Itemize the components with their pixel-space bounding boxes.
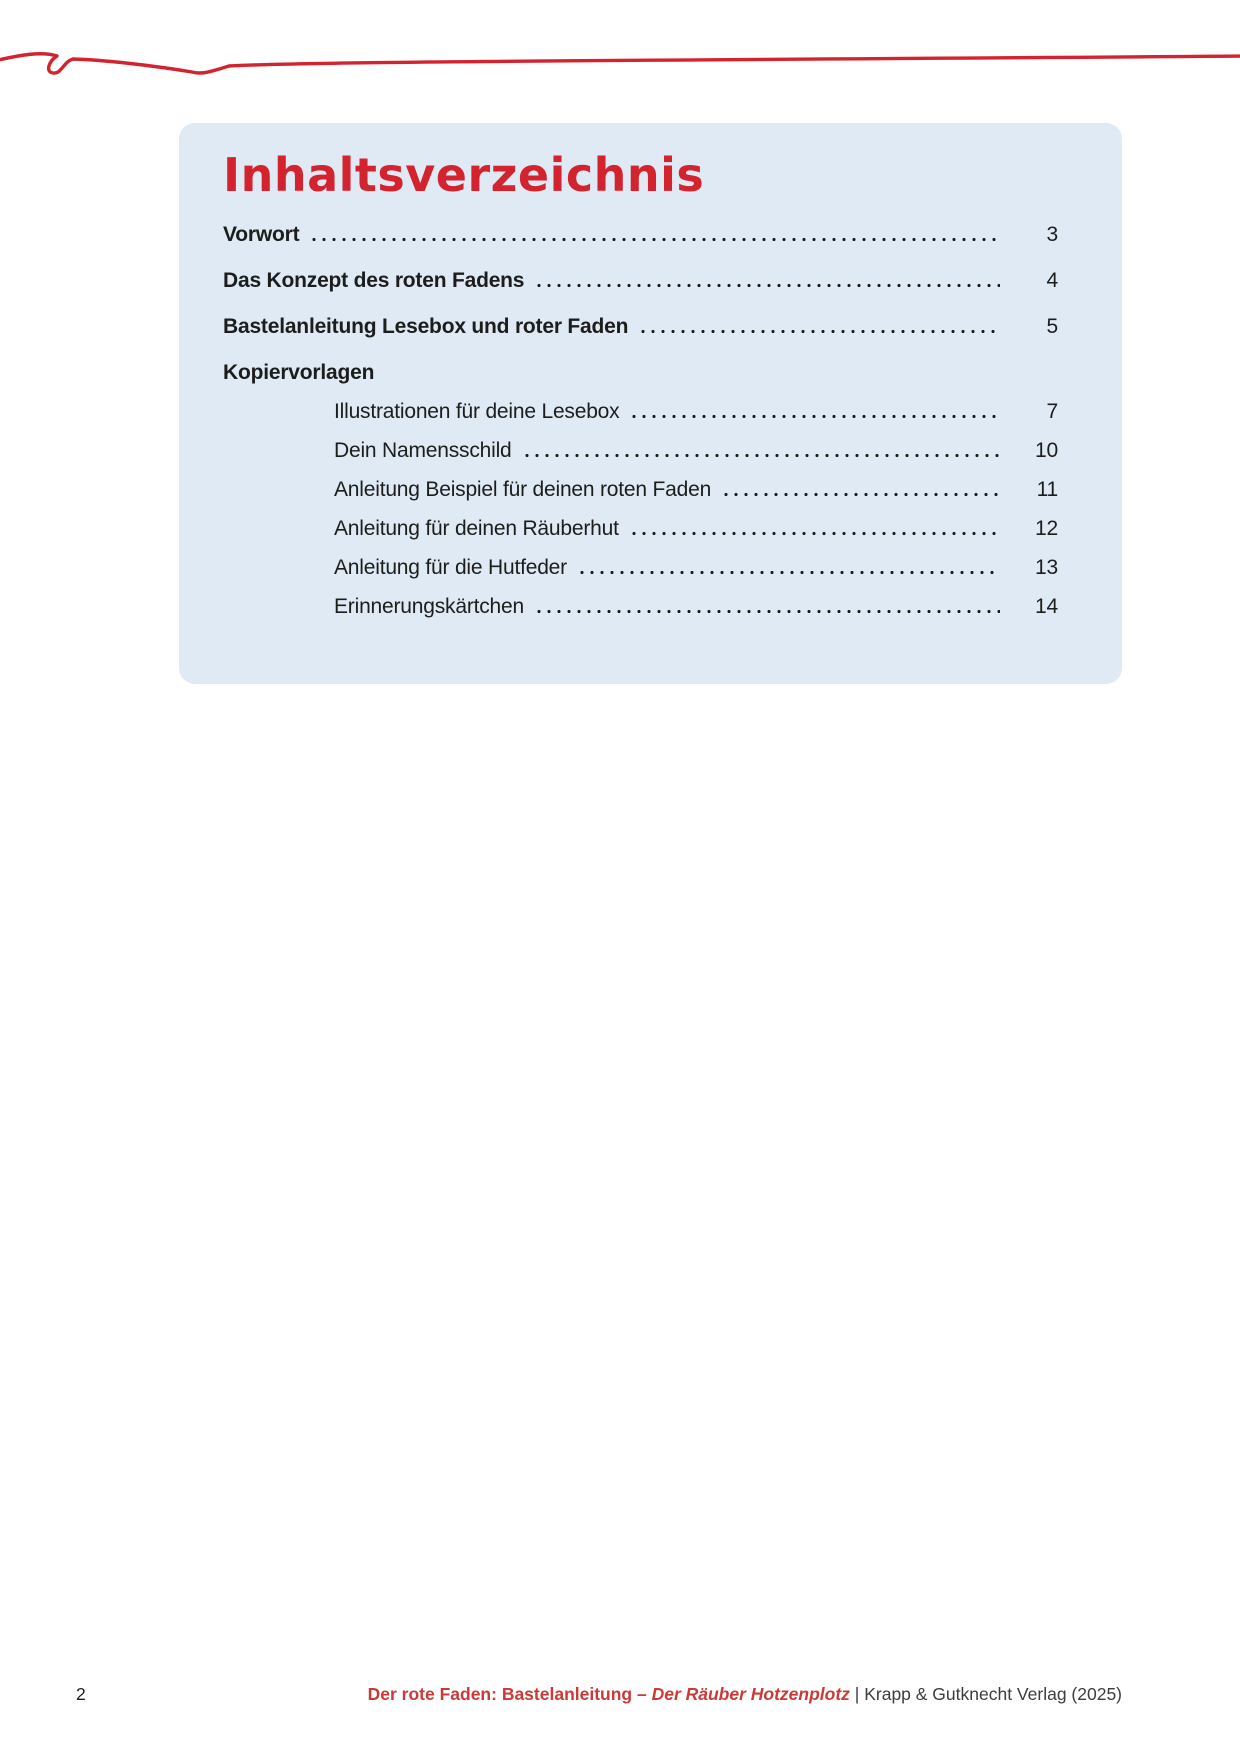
toc-entry-label: Anleitung für deinen Räuberhut — [334, 516, 619, 540]
toc-entry-label: Kopiervorlagen — [223, 360, 375, 384]
footer-book-title: Der Räuber Hotzenplotz — [651, 1684, 850, 1704]
toc-entry — [223, 338, 1058, 384]
toc-entry — [223, 579, 1058, 618]
toc-entry-label: Das Konzept des roten Fadens — [223, 268, 525, 292]
toc-entry — [223, 462, 1058, 501]
toc-entry-label: Anleitung Beispiel für deinen roten Faden — [334, 477, 712, 501]
dotted-leader — [309, 238, 1000, 241]
toc-entry-label: Vorwort — [223, 222, 300, 246]
toc-entry-label: Anleitung für die Hutfeder — [334, 555, 567, 579]
toc-entry-page: 5 — [1046, 314, 1058, 338]
toc-panel — [179, 123, 1122, 684]
toc-entry-label: Erinnerungskärtchen — [334, 594, 524, 618]
toc-entry-page: 12 — [1035, 516, 1058, 540]
toc-entry — [223, 540, 1058, 579]
dotted-leader — [577, 571, 1000, 574]
toc-entry-label: Illustrationen für deine Lesebox — [334, 399, 620, 423]
page-footer — [0, 1684, 1240, 1708]
toc-entry — [223, 501, 1058, 540]
footer-credit — [368, 1684, 1122, 1705]
toc-entry — [223, 292, 1058, 338]
toc-entry-label: Dein Namensschild — [334, 438, 512, 462]
toc-entry-page: 10 — [1035, 438, 1058, 462]
toc-entry-page: 3 — [1046, 222, 1058, 246]
dotted-leader — [522, 454, 1000, 457]
footer-publisher: | Krapp & Gutknecht Verlag (2025) — [849, 1684, 1122, 1704]
toc-entry-page: 11 — [1036, 477, 1058, 501]
page-number: 2 — [76, 1684, 86, 1704]
dotted-leader — [629, 532, 1000, 535]
toc-entry — [223, 246, 1058, 292]
toc-entry-page: 4 — [1046, 268, 1058, 292]
dotted-leader — [534, 284, 1000, 287]
toc-entry-page: 7 — [1046, 399, 1058, 423]
dotted-leader — [638, 330, 1000, 333]
red-thread-decoration — [0, 36, 1240, 96]
page-title: Inhaltsverzeichnis — [223, 148, 705, 202]
toc-entry — [223, 423, 1058, 462]
dotted-leader — [721, 493, 1000, 496]
toc-entry-label: Bastelanleitung Lesebox und roter Faden — [223, 314, 629, 338]
toc-entry-page: 13 — [1035, 555, 1058, 579]
toc-entry-page: 14 — [1035, 594, 1058, 618]
dotted-leader — [629, 415, 1000, 418]
toc-entry — [223, 384, 1058, 423]
dotted-leader — [534, 610, 1000, 613]
footer-series-title: Der rote Faden: Bastelanleitung – — [367, 1684, 652, 1704]
red-thread-path — [0, 54, 1240, 73]
toc-entry — [223, 202, 1058, 246]
toc-list — [223, 202, 1058, 618]
